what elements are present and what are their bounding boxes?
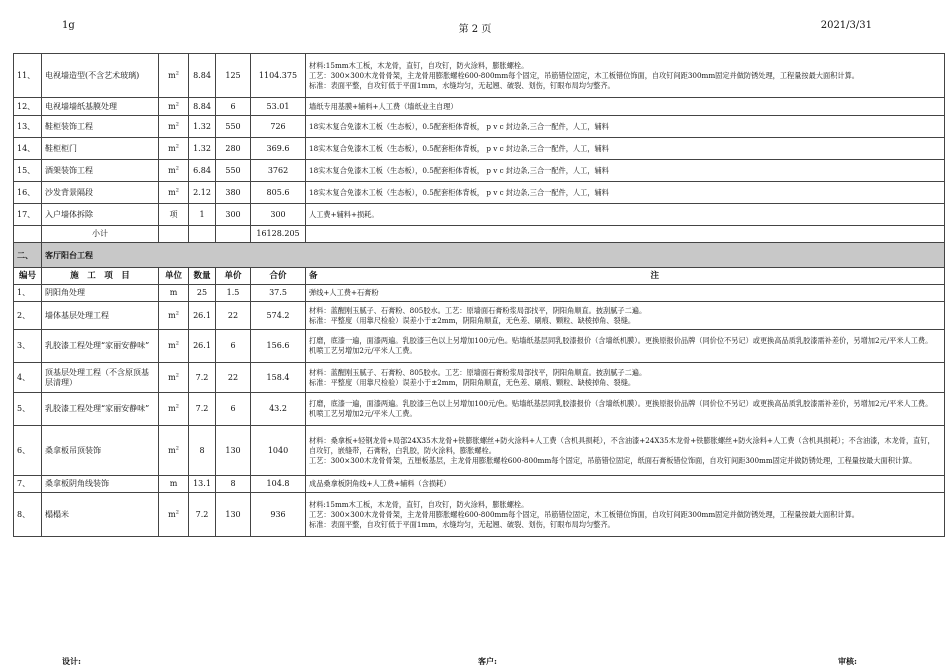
- item-note: 弹线+人工费+石膏粉: [306, 285, 945, 302]
- item-number: 17、: [14, 204, 42, 226]
- table-row: [14, 426, 945, 476]
- unit-text: m: [168, 310, 176, 320]
- col-header-price: 单价: [216, 268, 251, 285]
- item-price: 300: [216, 204, 251, 226]
- item-name: 阴阳角处理: [42, 285, 159, 302]
- item-total: 53.01: [251, 98, 306, 116]
- item-note: 18实木复合免漆木工板（生态板），0.5配套柜体背板， p v c 封边条,三合一配件，人工，辅料: [306, 116, 945, 138]
- item-number: 13、: [14, 116, 42, 138]
- col-header-name: 施 工 项 目: [42, 268, 159, 285]
- item-qty: 6.84: [189, 160, 216, 182]
- unit-text: m: [168, 341, 176, 350]
- item-number: 7、: [14, 476, 42, 493]
- item-number: 4、: [14, 363, 42, 393]
- table-row: [14, 285, 945, 302]
- item-total: 1040: [251, 426, 306, 476]
- section-title: 客厅阳台工程: [42, 243, 945, 268]
- item-note: 打磨，底漆一遍，面漆两遍。乳胶漆三色以上另增加100元/色。贴墙纸基层同乳胶漆报价（含墙纸机膜）。更换原报价品牌（同价位不另记）或更换高品质乳胶漆需补差价，另增加2元/平米人工费。 机喷工艺另增加2元/平米人工费。: [306, 330, 945, 363]
- item-price: 6: [216, 330, 251, 363]
- unit-text: m: [168, 101, 176, 111]
- item-number: 15、: [14, 160, 42, 182]
- unit-cell: [159, 182, 189, 204]
- unit-superscript: 2: [175, 403, 179, 410]
- col-header-remark: [306, 268, 945, 285]
- unit-superscript: 2: [175, 340, 179, 347]
- item-number: 1、: [14, 285, 42, 302]
- unit-superscript: 2: [175, 309, 179, 316]
- unit-text: m: [168, 445, 176, 455]
- quote-table: [13, 53, 945, 537]
- unit-cell: [159, 204, 189, 226]
- item-note: 材料：蓝醒刚玉腻子、石膏粉、805胶水。工艺：原墙面石膏粉浆局部找平，阴阳角顺直。披刮腻子二遍。 标准：平整度（用靠尺检验）误差小于±2mm，阴阳角顺直，无色差、刷痕、颗粒、缺棱掉角、裂缝。: [306, 363, 945, 393]
- unit-superscript: 2: [175, 444, 179, 451]
- item-number: 6、: [14, 426, 42, 476]
- item-note: 墙纸专用基膜+辅料+人工费（墙纸业主自理）: [306, 98, 945, 116]
- item-name: 乳胶漆工程处理“家丽安静味”: [42, 393, 159, 426]
- item-price: 280: [216, 138, 251, 160]
- unit-cell: [159, 493, 189, 537]
- item-total: 936: [251, 493, 306, 537]
- item-note: 18实木复合免漆木工板（生态板），0.5配套柜体背板， p v c 封边条,三合一配件，人工，辅料: [306, 160, 945, 182]
- item-number: 14、: [14, 138, 42, 160]
- item-qty: 7.2: [189, 493, 216, 537]
- unit-cell: [159, 138, 189, 160]
- unit-text: m: [168, 404, 176, 413]
- page-header: [0, 20, 950, 36]
- item-price: 22: [216, 302, 251, 330]
- table-row: [14, 116, 945, 138]
- item-total: 158.4: [251, 363, 306, 393]
- col-header-remark-right: 注: [650, 271, 660, 281]
- table-row: [14, 98, 945, 116]
- item-name: 乳胶漆工程处理“家丽安静味”: [42, 330, 159, 363]
- item-qty: 1.32: [189, 116, 216, 138]
- item-qty: 7.2: [189, 363, 216, 393]
- unit-superscript: 2: [175, 69, 179, 76]
- unit-cell: [159, 98, 189, 116]
- col-header-unit: 单位: [159, 268, 189, 285]
- table-row: [14, 54, 945, 98]
- item-price: 1.5: [216, 285, 251, 302]
- unit-cell: [159, 285, 189, 302]
- unit-cell: [159, 160, 189, 182]
- item-total: 156.6: [251, 330, 306, 363]
- item-name: 榻榻米: [42, 493, 159, 537]
- unit-superscript: 2: [175, 508, 179, 515]
- item-name: 入户墙体拆除: [42, 204, 159, 226]
- unit-superscript: 2: [175, 371, 179, 378]
- item-price: 8: [216, 476, 251, 493]
- item-qty: 8.84: [189, 98, 216, 116]
- section-header: [14, 243, 945, 268]
- unit-cell: [159, 116, 189, 138]
- unit-superscript: 2: [175, 142, 179, 149]
- footer-client: 客户:: [478, 656, 497, 666]
- table-row: [14, 182, 945, 204]
- item-price: 550: [216, 160, 251, 182]
- unit-cell: [159, 363, 189, 393]
- subtotal-label: 小计: [42, 226, 159, 243]
- page-number: 第 2 页: [458, 24, 492, 35]
- unit-text: m: [168, 187, 176, 197]
- item-qty: 1: [189, 204, 216, 226]
- item-number: 5、: [14, 393, 42, 426]
- unit-cell: [159, 426, 189, 476]
- item-note: 人工费+辅料+损耗。: [306, 204, 945, 226]
- item-note: 18实木复合免漆木工板（生态板），0.5配套柜体背板， p v c 封边条,三合一配件，人工，辅料: [306, 182, 945, 204]
- item-note: 材料：蓝醒刚玉腻子、石膏粉、805胶水。工艺：原墙面石膏粉浆局部找平，阴阳角顺直。披刮腻子二遍。 标准：平整度（用靠尺检验）误差小于±2mm，阴阳角顺直，无色差、刷痕、颗粒、缺棱掉角、裂缝。: [306, 302, 945, 330]
- unit-text: m: [168, 165, 176, 175]
- unit-cell: [159, 302, 189, 330]
- header-date: 2021/3/31: [820, 20, 872, 31]
- item-number: 11、: [14, 54, 42, 98]
- item-number: 2、: [14, 302, 42, 330]
- item-number: 12、: [14, 98, 42, 116]
- unit-text: m: [168, 372, 176, 382]
- item-price: 22: [216, 363, 251, 393]
- item-total: 574.2: [251, 302, 306, 330]
- unit-text: m: [169, 288, 178, 297]
- item-qty: 8: [189, 426, 216, 476]
- item-total: 369.6: [251, 138, 306, 160]
- item-price: 125: [216, 54, 251, 98]
- table-row: [14, 204, 945, 226]
- item-price: 6: [216, 393, 251, 426]
- col-header-remark-left: 备: [309, 271, 318, 281]
- item-price: 130: [216, 426, 251, 476]
- item-name: 桑拿板吊顶装饰: [42, 426, 159, 476]
- item-qty: 7.2: [189, 393, 216, 426]
- table-row: [14, 160, 945, 182]
- item-number: 8、: [14, 493, 42, 537]
- unit-cell: [159, 54, 189, 98]
- item-total: 104.8: [251, 476, 306, 493]
- col-header-no: 编号: [14, 268, 42, 285]
- footer-design: 设计:: [62, 656, 81, 666]
- table-row: [14, 393, 945, 426]
- page-footer: [0, 656, 950, 670]
- item-note: 18实木复合免漆木工板（生态板），0.5配套柜体背板， p v c 封边条,三合一配件，人工，辅料: [306, 138, 945, 160]
- unit-text: m: [168, 509, 176, 519]
- table-row: [14, 138, 945, 160]
- item-total: 3762: [251, 160, 306, 182]
- header-left: 1g: [62, 20, 75, 31]
- item-price: 380: [216, 182, 251, 204]
- item-qty: 26.1: [189, 302, 216, 330]
- subtotal-blank: [216, 226, 251, 243]
- item-name: 顶基层处理工程（不含原顶基层清理）: [42, 363, 159, 393]
- item-price: 550: [216, 116, 251, 138]
- unit-superscript: 2: [175, 164, 179, 171]
- item-name: 酒架装饰工程: [42, 160, 159, 182]
- item-name: 电视墙造型(不含艺术玻璃): [42, 54, 159, 98]
- item-total: 300: [251, 204, 306, 226]
- item-total: 1104.375: [251, 54, 306, 98]
- item-note: 打磨，底漆一遍，面漆两遍。乳胶漆三色以上另增加100元/色。贴墙纸基层同乳胶漆报价（含墙纸机膜）。更换原报价品牌（同价位不另记）或更换高品质乳胶漆需补差价，另增加2元/平米人工费。 机喷工艺另增加2元/平米人工费。: [306, 393, 945, 426]
- unit-text: m: [169, 479, 178, 488]
- unit-text: m: [168, 143, 176, 153]
- unit-superscript: 2: [175, 186, 179, 193]
- item-total: 43.2: [251, 393, 306, 426]
- item-qty: 2.12: [189, 182, 216, 204]
- item-total: 726: [251, 116, 306, 138]
- subtotal-row: [14, 226, 945, 243]
- unit-text: m: [168, 121, 176, 131]
- unit-cell: [159, 393, 189, 426]
- item-number: 3、: [14, 330, 42, 363]
- item-qty: 25: [189, 285, 216, 302]
- item-name: 鞋柜装饰工程: [42, 116, 159, 138]
- unit-superscript: 2: [175, 120, 179, 127]
- subtotal-blank: [159, 226, 189, 243]
- col-header-total: 合价: [251, 268, 306, 285]
- table-row: [14, 302, 945, 330]
- item-note: 材料:15mm木工板，木龙骨，直钉，自攻钉，防火涂料，膨胀螺栓。 工艺：300×300木龙骨骨架，主龙骨用膨胀螺栓600-800mm每个固定，吊筋错位固定，木工板错位饰面，自攻钉间距300mm固定并做防锈处理，工程量按最大面积计算。 标准：表面平整，自攻钉低于平面1mm，水缝均匀，无起翘、破裂、划伤，钉眼布局均匀整齐。: [306, 493, 945, 537]
- column-header-row: [14, 268, 945, 285]
- unit-text: 项: [169, 209, 178, 219]
- item-note: 材料:15mm木工板，木龙骨，直钉，自攻钉，防火涂料，膨胀螺栓。 工艺：300×300木龙骨骨架，主龙骨用膨胀螺栓600-800mm每个固定，吊筋错位固定，木工板错位饰面，自攻钉间距300mm固定并做防锈处理，工程量按最大面积计算。 标准：表面平整，自攻钉低于平面1mm，水缝均匀，无起翘、破裂、划伤，钉眼布局均匀整齐。: [306, 54, 945, 98]
- item-total: 805.6: [251, 182, 306, 204]
- section-number: 二、: [14, 243, 42, 268]
- item-name: 墙体基层处理工程: [42, 302, 159, 330]
- table-row: [14, 476, 945, 493]
- table-row: [14, 363, 945, 393]
- footer-review: 审核:: [838, 656, 857, 666]
- item-price: 6: [216, 98, 251, 116]
- item-qty: 26.1: [189, 330, 216, 363]
- item-total: 37.5: [251, 285, 306, 302]
- item-note: 成品桑拿板阴角线+人工费+辅料（含损耗）: [306, 476, 945, 493]
- item-name: 桑拿板阴角线装饰: [42, 476, 159, 493]
- subtotal-total: 16128.205: [251, 226, 306, 243]
- item-name: 鞋柜柜门: [42, 138, 159, 160]
- subtotal-blank: [14, 226, 42, 243]
- col-header-qty: 数量: [189, 268, 216, 285]
- item-note: 材料：桑拿板+轻钢龙骨+局部24X35木龙骨+铁膨胀螺丝+防火涂料+人工费（含机具损耗），不含油漆+24X35木龙骨+铁膨胀螺丝+防火涂料+人工费（含机具损耗）；不含油漆，木龙骨，直钉，自攻钉，嵌缝带，石膏粉，白乳胶，防火涂料，膨胀螺栓。 工艺：300×300木龙骨骨架，五厘板基层，主龙骨用膨胀螺栓600-800mm每个固定，吊筋错位固定，纸面石膏板错位饰面，自攻钉间距300mm固定并做防锈处理，工程量按最大面积计算。: [306, 426, 945, 476]
- unit-cell: [159, 476, 189, 493]
- item-name: 电视墙墙纸基膜处理: [42, 98, 159, 116]
- table-row: [14, 330, 945, 363]
- item-price: 130: [216, 493, 251, 537]
- item-qty: 13.1: [189, 476, 216, 493]
- item-qty: 8.84: [189, 54, 216, 98]
- unit-text: m: [168, 70, 176, 80]
- unit-superscript: 2: [175, 100, 179, 107]
- subtotal-blank: [189, 226, 216, 243]
- table-row: [14, 493, 945, 537]
- item-qty: 1.32: [189, 138, 216, 160]
- item-number: 16、: [14, 182, 42, 204]
- unit-cell: [159, 330, 189, 363]
- subtotal-blank: [306, 226, 945, 243]
- item-name: 沙发背景隔段: [42, 182, 159, 204]
